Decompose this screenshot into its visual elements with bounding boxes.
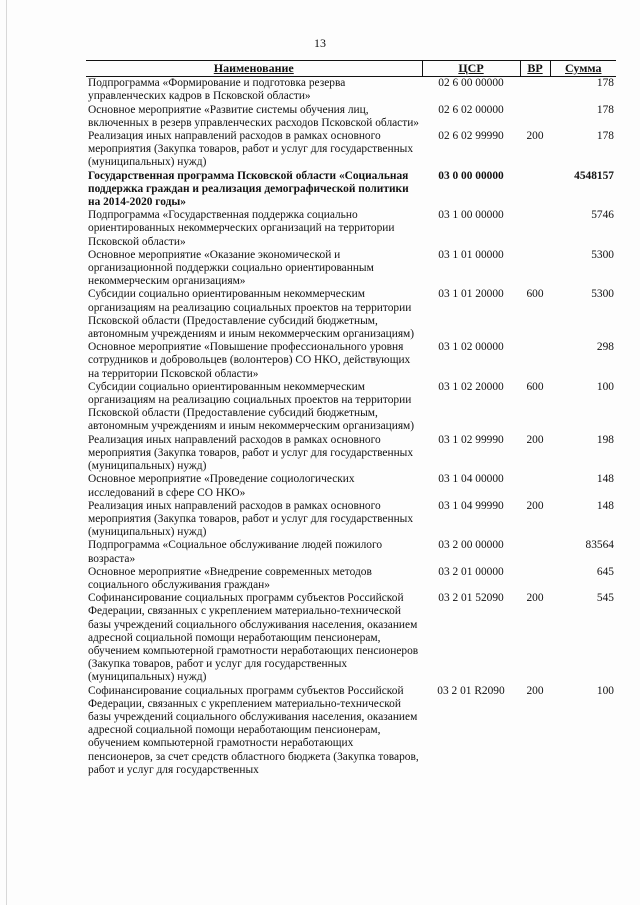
header-name: Наименование bbox=[86, 61, 422, 77]
row-vr-cell bbox=[520, 77, 550, 104]
row-sum-cell: 545 bbox=[596, 592, 614, 605]
row-vr-cell: 600 bbox=[526, 380, 544, 393]
row-sum-cell: 100 bbox=[596, 380, 614, 393]
row-name-cell: Реализация иных направлений расходов в рамках основного мероприятия (Закупка товаров, работ и услуг для государственных (муниципальных) нужд) bbox=[88, 130, 414, 169]
row-csr-cell: 03 2 01 52090 bbox=[438, 592, 504, 605]
row-csr-cell: 03 1 00 00000 bbox=[438, 209, 504, 222]
row-name-cell: Субсидии социально ориентированным некоммерческим организациям на реализацию социальных проектов на территории Псковской области (Предоставление субсидий бюджетным, автономным учреждениям и иным некоммерческим организациям) bbox=[88, 288, 415, 341]
row-csr-cell: 03 2 00 00000 bbox=[438, 539, 504, 552]
row-name-cell: Реализация иных направлений расходов в рамках основного мероприятия (Закупка товаров, работ и услуг для государственных (муниципальных) нужд) bbox=[88, 499, 414, 539]
budget-table bbox=[86, 60, 616, 777]
table-row bbox=[86, 381, 616, 434]
row-csr-cell: 03 1 01 20000 bbox=[438, 288, 504, 301]
table-row bbox=[86, 209, 616, 249]
row-csr-cell: 02 6 00 00000 bbox=[438, 77, 504, 90]
row-vr-cell bbox=[520, 566, 550, 592]
table-row bbox=[86, 130, 616, 170]
row-csr-cell: 02 6 02 99990 bbox=[438, 130, 504, 143]
row-sum-cell: 178 bbox=[596, 103, 614, 116]
row-sum-cell: 5300 bbox=[591, 288, 614, 301]
table-row bbox=[86, 473, 616, 499]
row-sum-cell: 298 bbox=[596, 341, 614, 354]
table-row bbox=[86, 77, 616, 104]
table-body bbox=[86, 77, 616, 777]
table-row bbox=[86, 434, 616, 474]
row-vr-cell bbox=[520, 170, 550, 210]
row-vr-cell bbox=[520, 249, 550, 289]
row-csr-cell: 02 6 02 00000 bbox=[438, 103, 504, 116]
row-vr-cell bbox=[520, 341, 550, 381]
row-sum-cell: 645 bbox=[596, 565, 614, 578]
table-row bbox=[86, 592, 616, 684]
row-vr-cell bbox=[520, 104, 550, 130]
row-sum-cell: 100 bbox=[596, 684, 614, 697]
header-vr: ВР bbox=[520, 61, 550, 77]
row-sum-cell: 5300 bbox=[591, 248, 614, 261]
table-row bbox=[86, 685, 616, 777]
row-vr-cell: 200 bbox=[526, 499, 544, 512]
row-csr-cell: 03 2 01 00000 bbox=[438, 565, 504, 578]
row-vr-cell: 200 bbox=[526, 684, 544, 697]
row-name-cell: Основное мероприятие «Повышение профессионального уровня сотрудников и добровольцев (волонтеров) СО НКО, действующих на территории Псковской области» bbox=[88, 341, 411, 380]
row-name-cell: Основное мероприятие «Развитие системы обучения лиц, включенных в резерв управленческих расходов Псковской области» bbox=[88, 103, 420, 129]
row-csr-cell: 03 1 02 00000 bbox=[438, 341, 504, 354]
page-number: 13 bbox=[314, 36, 326, 50]
row-sum-cell: 5746 bbox=[591, 209, 614, 222]
row-sum-cell: 148 bbox=[596, 499, 614, 512]
row-name-cell: Основное мероприятие «Оказание экономической и организационной поддержки социально ориентированным некоммерческим организациям» bbox=[88, 248, 374, 288]
row-sum-cell: 148 bbox=[596, 473, 614, 486]
row-csr-cell: 03 2 01 R2090 bbox=[437, 684, 505, 697]
row-name-cell: Подпрограмма «Государственная поддержка социально ориентированных некоммерческих организаций на территории Псковской области» bbox=[88, 209, 395, 248]
row-vr-cell bbox=[520, 473, 550, 499]
row-name-cell: Основное мероприятие «Внедрение современных методов социального обслуживания граждан» bbox=[88, 565, 372, 591]
row-name-cell: Государственная программа Псковской области «Социальная поддержка граждан и реализация демографической политики на 2014-2020 годы» bbox=[88, 169, 409, 209]
table-row bbox=[86, 566, 616, 592]
row-csr-cell: 03 1 04 00000 bbox=[438, 473, 504, 486]
row-sum-cell: 178 bbox=[596, 130, 614, 143]
scan-edge-line bbox=[6, 0, 7, 905]
row-name-cell: Подпрограмма «Формирование и подготовка резерва управленческих кадров в Псковской области» bbox=[88, 77, 346, 103]
table-row bbox=[86, 104, 616, 130]
row-name-cell: Субсидии социально ориентированным некоммерческим организациям на реализацию социальных проектов на территории Псковской области (Предоставление субсидий бюджетным, автономным учреждениям и иным некоммерческим организациям) bbox=[88, 380, 415, 433]
table-row bbox=[86, 170, 616, 210]
table-header-row bbox=[86, 61, 616, 77]
header-csr: ЦСР bbox=[422, 61, 520, 77]
header-sum: Сумма bbox=[550, 61, 616, 77]
row-name-cell: Реализация иных направлений расходов в рамках основного мероприятия (Закупка товаров, работ и услуг для государственных (муниципальных) нужд) bbox=[88, 433, 414, 473]
row-name-cell: Софинансирование социальных программ субъектов Российской Федерации, связанных с укреплением материально-технической базы учреждений социального обслуживания населения, оказанием адресной социальной помощи неработающим пенсионерам, обучением компьютерной грамотности неработающих пенсионеров, за счет средств областного бюджета (Закупка товаров, работ и услуг для государственных bbox=[88, 684, 419, 776]
row-vr-cell bbox=[520, 209, 550, 249]
row-sum-cell: 4548157 bbox=[574, 169, 614, 182]
row-vr-cell: 200 bbox=[526, 130, 544, 143]
row-vr-cell: 600 bbox=[526, 288, 544, 301]
row-name-cell: Основное мероприятие «Проведение социологических исследований в сфере СО НКО» bbox=[88, 473, 355, 499]
row-sum-cell: 178 bbox=[596, 77, 614, 90]
table-row bbox=[86, 539, 616, 565]
row-vr-cell: 200 bbox=[526, 592, 544, 605]
row-vr-cell bbox=[520, 539, 550, 565]
table-row bbox=[86, 341, 616, 381]
row-sum-cell: 83564 bbox=[585, 539, 614, 552]
row-vr-cell: 200 bbox=[526, 433, 544, 446]
row-name-cell: Софинансирование социальных программ субъектов Российской Федерации, связанных с укреплением материально-технической базы учреждений социального обслуживания населения, оказанием адресной социальной помощи неработающим пенсионерам, обучением компьютерной грамотности неработающих пенсионеров (Закупка товаров, работ и услуг для государственных (муниципальных) нужд) bbox=[88, 592, 419, 684]
row-csr-cell: 03 0 00 00000 bbox=[438, 169, 504, 182]
table-row bbox=[86, 500, 616, 540]
row-csr-cell: 03 1 01 00000 bbox=[438, 248, 504, 261]
row-csr-cell: 03 1 04 99990 bbox=[438, 499, 504, 512]
row-sum-cell: 198 bbox=[596, 433, 614, 446]
row-csr-cell: 03 1 02 99990 bbox=[438, 433, 504, 446]
row-csr-cell: 03 1 02 20000 bbox=[438, 380, 504, 393]
row-name-cell: Подпрограмма «Социальное обслуживание людей пожилого возраста» bbox=[88, 539, 383, 565]
table-row bbox=[86, 249, 616, 289]
table-row bbox=[86, 288, 616, 341]
